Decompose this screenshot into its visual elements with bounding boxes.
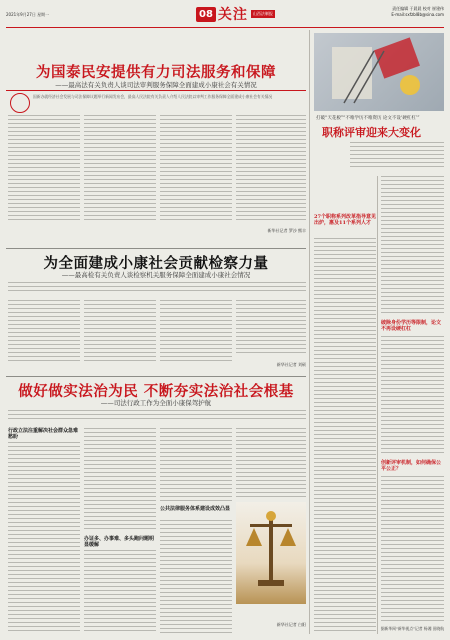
article3-subhead-1: 行政立法注重解决社会群众急难愁盼 <box>8 428 79 440</box>
page-number: 08 <box>196 7 216 22</box>
article2-col1 <box>8 300 80 362</box>
editor-info <box>391 6 444 18</box>
article1-byline: 新华社记者 罗沙 熊丰 <box>267 228 306 233</box>
article2-col4 <box>236 300 306 354</box>
sidebar-col2c <box>381 476 444 622</box>
article3-col2a <box>84 428 156 532</box>
career-ladder-icon <box>314 33 444 111</box>
sidebar-subhead-2: 破除身份学历等限制，论文不再设硬杠杠 <box>381 320 442 332</box>
article1-col3 <box>160 115 232 223</box>
article2-byline: 新华社记者 刘硕 <box>276 362 306 367</box>
article3-subhead-3: 公共法律服务体系建设成效凸显 <box>160 506 231 512</box>
article3-subtitle: ——司法行政工作为全面小康保驾护航 <box>100 399 212 407</box>
sidebar-kicker: 打破“天花板”“不唯学历不唯资历 论文不设‘硬杠杠’” <box>316 116 420 121</box>
scales-of-justice-icon <box>236 502 306 604</box>
article3-col1 <box>8 442 80 634</box>
article3-lead <box>8 410 306 422</box>
article3-byline: 新华社记者 白阳 <box>276 622 306 627</box>
article2-subtitle: ——最高检有关负责人谈检察机关服务保障全面建成小康社会情况 <box>61 271 251 279</box>
article2-lead <box>8 282 306 294</box>
sidebar-subhead-1: 27个职称系列改革指导意见出炉，惠及11个系列人才 <box>314 214 376 226</box>
issue-date: 2021年9月27日 星期一 <box>6 12 50 17</box>
article2-title: 为全面建成小康社会贡献检察力量 <box>43 255 269 272</box>
article2-col2 <box>84 300 156 362</box>
article1-col4 <box>236 115 306 223</box>
sidebar-illustration <box>314 33 444 111</box>
sidebar-title: 职称评审迎来大变化 <box>322 126 421 139</box>
court-emblem-icon <box>10 93 30 113</box>
article1-rule <box>6 90 306 91</box>
sidebar-lead-text <box>350 142 444 170</box>
editor-line: 责任编辑 于晨晨 校对 崔建伟 <box>392 6 444 11</box>
article3-col3b <box>160 520 232 634</box>
sidebar-col2a <box>381 176 444 316</box>
article3-title: 做好做实法治为民 不断夯实法治社会根基 <box>18 383 294 400</box>
sidebar-subhead-3: 创新评审机制，如何确保公平公正？ <box>381 460 442 472</box>
article2-col3 <box>160 300 232 362</box>
contact-email: E-mail:sxfzbl8b@sina.com <box>391 12 444 17</box>
sidebar-byline: 据新华网“新华视点”记者 杨湘 田晓航 <box>380 626 444 631</box>
article3-col3a <box>160 428 232 502</box>
sidebar-divider <box>377 176 378 634</box>
header-rule <box>6 27 444 28</box>
section-title: 关注 <box>217 7 248 23</box>
article3-col4 <box>236 428 306 498</box>
article1-col1 <box>8 115 80 223</box>
newspaper-brand: 山西法制报 <box>252 11 273 16</box>
article3-col2b <box>84 550 156 634</box>
article1-title: 为国泰民安提供有力司法服务和保障 <box>36 64 276 81</box>
page-header <box>6 4 444 26</box>
article2-top-rule <box>6 248 306 249</box>
article1-lead: 国新办就经济社会发展与司法保障议题举行新闻发布会，最高人民法院有关负责人介绍人民法院以审判工作服务保障全面建成小康社会有关情况 <box>33 94 273 99</box>
article1-subtitle: ——最高法有关负责人谈司法审判服务保障全面建成小康社会有关情况 <box>55 81 257 89</box>
article3-subhead-2: 办证多、办事难、多头跑问题明显缓解 <box>84 536 155 548</box>
article1-col2 <box>84 115 156 223</box>
sidebar-col1 <box>314 238 376 634</box>
article3-top-rule <box>6 376 306 377</box>
main-column-divider <box>309 30 310 634</box>
article3-figure <box>236 502 306 604</box>
sidebar-col2b <box>381 336 444 456</box>
section-badge <box>196 4 275 24</box>
